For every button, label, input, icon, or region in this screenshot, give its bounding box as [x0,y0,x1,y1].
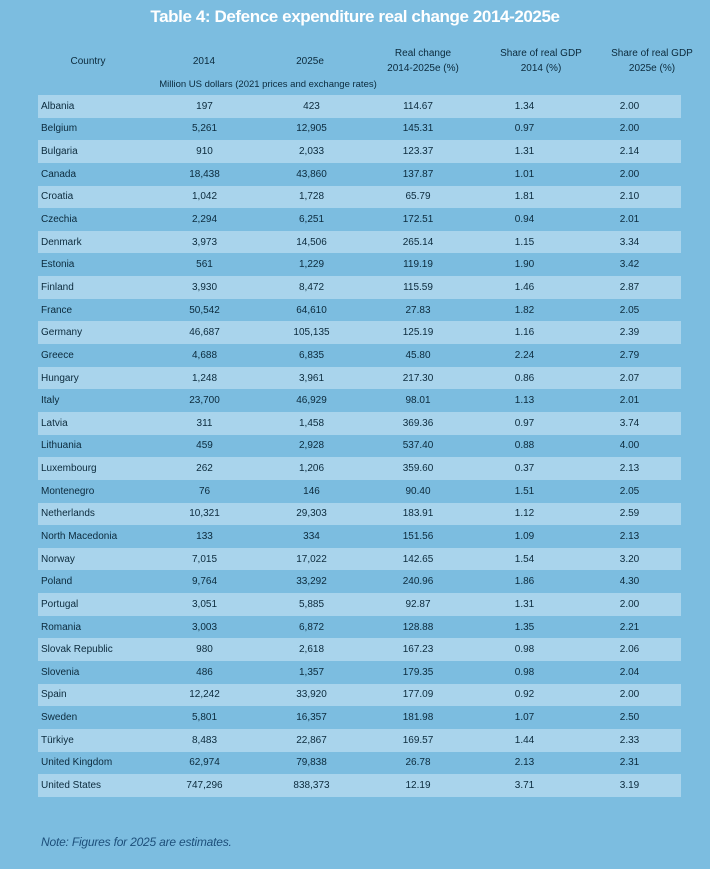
table-row [38,548,681,571]
cell-value-2014: 980 [151,638,258,661]
cell-share-2025: 2.06 [578,638,681,661]
cell-share-2014: 1.51 [471,480,578,503]
cell-share-2025: 2.01 [578,208,681,231]
cell-share-2025: 4.00 [578,435,681,458]
cell-value-2014: 459 [151,435,258,458]
cell-real-change: 265.14 [365,231,471,254]
cell-share-2014: 0.97 [471,118,578,141]
cell-country: Spain [38,684,151,707]
cell-share-2025: 3.42 [578,253,681,276]
cell-share-2025: 2.50 [578,706,681,729]
header-share-2025 [592,46,710,76]
cell-real-change: 145.31 [365,118,471,141]
cell-real-change: 183.91 [365,503,471,526]
header-country: Country [70,56,106,67]
cell-real-change: 179.35 [365,661,471,684]
table-row [38,593,681,616]
cell-value-2025: 29,303 [258,503,365,526]
cell-value-2025: 64,610 [258,299,365,322]
cell-value-2014: 486 [151,661,258,684]
cell-share-2025: 2.04 [578,661,681,684]
data-table [38,95,681,797]
cell-real-change: 12.19 [365,774,471,797]
units-label: Million US dollars (2021 prices and exchange rates) [159,79,377,90]
cell-value-2014: 2,294 [151,208,258,231]
cell-share-2014: 1.12 [471,503,578,526]
cell-share-2014: 1.90 [471,253,578,276]
cell-value-2025: 838,373 [258,774,365,797]
cell-value-2014: 910 [151,140,258,163]
cell-value-2014: 262 [151,457,258,480]
cell-value-2025: 1,728 [258,186,365,209]
cell-share-2014: 1.35 [471,616,578,639]
cell-value-2014: 8,483 [151,729,258,752]
table-row [38,457,681,480]
cell-real-change: 114.67 [365,95,471,118]
cell-country: Romania [38,616,151,639]
cell-share-2025: 2.33 [578,729,681,752]
table-row [38,480,681,503]
cell-real-change: 92.87 [365,593,471,616]
cell-share-2014: 1.81 [471,186,578,209]
table-row [38,706,681,729]
table-row [38,729,681,752]
cell-country: North Macedonia [38,525,151,548]
cell-share-2014: 0.97 [471,412,578,435]
cell-share-2025: 2.13 [578,457,681,480]
cell-share-2025: 3.20 [578,548,681,571]
cell-real-change: 169.57 [365,729,471,752]
cell-value-2025: 5,885 [258,593,365,616]
cell-value-2025: 16,357 [258,706,365,729]
table-row [38,344,681,367]
table-row [38,95,681,118]
cell-value-2014: 3,051 [151,593,258,616]
table-row [38,140,681,163]
table-row [38,616,681,639]
cell-share-2025: 3.34 [578,231,681,254]
cell-share-2025: 2.05 [578,299,681,322]
cell-real-change: 369.36 [365,412,471,435]
cell-country: United States [38,774,151,797]
cell-country: United Kingdom [38,752,151,775]
cell-country: Croatia [38,186,151,209]
cell-value-2025: 33,920 [258,684,365,707]
table-row [38,752,681,775]
cell-share-2014: 1.31 [471,140,578,163]
cell-country: Bulgaria [38,140,151,163]
cell-real-change: 172.51 [365,208,471,231]
cell-value-2014: 5,261 [151,118,258,141]
table-row [38,389,681,412]
footnote: Note: Figures for 2025 are estimates. [41,835,232,849]
cell-share-2014: 1.82 [471,299,578,322]
cell-share-2025: 2.00 [578,118,681,141]
cell-value-2014: 18,438 [151,163,258,186]
cell-value-2025: 14,506 [258,231,365,254]
cell-value-2014: 46,687 [151,321,258,344]
table-row [38,299,681,322]
table-row [38,503,681,526]
cell-country: Lithuania [38,435,151,458]
cell-real-change: 27.83 [365,299,471,322]
cell-value-2014: 3,973 [151,231,258,254]
cell-value-2014: 1,042 [151,186,258,209]
cell-country: Denmark [38,231,151,254]
cell-share-2014: 1.13 [471,389,578,412]
cell-value-2025: 1,357 [258,661,365,684]
cell-value-2014: 561 [151,253,258,276]
cell-value-2014: 197 [151,95,258,118]
cell-share-2025: 2.21 [578,616,681,639]
cell-share-2025: 2.31 [578,752,681,775]
cell-share-2014: 0.86 [471,367,578,390]
cell-value-2025: 6,835 [258,344,365,367]
table-title: Table 4: Defence expenditure real change 2014-2025e [150,7,560,26]
cell-real-change: 359.60 [365,457,471,480]
cell-share-2014: 1.31 [471,593,578,616]
cell-real-change: 217.30 [365,367,471,390]
cell-value-2025: 46,929 [258,389,365,412]
cell-real-change: 151.56 [365,525,471,548]
cell-value-2014: 62,974 [151,752,258,775]
cell-value-2025: 8,472 [258,276,365,299]
cell-share-2025: 2.59 [578,503,681,526]
cell-share-2025: 2.00 [578,684,681,707]
cell-country: Slovak Republic [38,638,151,661]
cell-share-2025: 3.74 [578,412,681,435]
cell-share-2014: 1.07 [471,706,578,729]
table-row [38,774,681,797]
cell-value-2014: 12,242 [151,684,258,707]
cell-value-2014: 747,296 [151,774,258,797]
cell-value-2025: 6,872 [258,616,365,639]
cell-country: Norway [38,548,151,571]
cell-value-2025: 334 [258,525,365,548]
cell-country: Türkiye [38,729,151,752]
cell-country: Luxembourg [38,457,151,480]
cell-value-2025: 6,251 [258,208,365,231]
table-header [38,46,693,94]
table-row [38,367,681,390]
cell-value-2014: 10,321 [151,503,258,526]
cell-share-2014: 1.15 [471,231,578,254]
table-row [38,163,681,186]
cell-value-2014: 133 [151,525,258,548]
cell-value-2025: 3,961 [258,367,365,390]
header-share-2025-line1: Share of real GDP [611,48,693,59]
cell-value-2025: 2,928 [258,435,365,458]
cell-real-change: 177.09 [365,684,471,707]
header-real-change [373,46,473,76]
table-row [38,661,681,684]
cell-country: Slovenia [38,661,151,684]
table-row [38,276,681,299]
header-2014: 2014 [192,56,216,67]
cell-value-2014: 5,801 [151,706,258,729]
cell-value-2025: 17,022 [258,548,365,571]
cell-share-2014: 1.86 [471,570,578,593]
table-row [38,684,681,707]
cell-share-2014: 0.92 [471,684,578,707]
cell-country: Sweden [38,706,151,729]
cell-share-2025: 2.00 [578,593,681,616]
cell-share-2025: 2.39 [578,321,681,344]
cell-value-2014: 3,930 [151,276,258,299]
table-row [38,638,681,661]
cell-country: Albania [38,95,151,118]
header-real-change-line1: Real change [394,48,452,59]
cell-share-2014: 1.16 [471,321,578,344]
cell-real-change: 537.40 [365,435,471,458]
cell-share-2014: 1.54 [471,548,578,571]
cell-share-2025: 2.79 [578,344,681,367]
cell-value-2014: 3,003 [151,616,258,639]
cell-value-2014: 23,700 [151,389,258,412]
cell-country: Montenegro [38,480,151,503]
cell-country: France [38,299,151,322]
cell-share-2025: 3.19 [578,774,681,797]
cell-value-2014: 9,764 [151,570,258,593]
cell-share-2014: 0.94 [471,208,578,231]
cell-value-2025: 2,618 [258,638,365,661]
cell-share-2025: 2.00 [578,163,681,186]
cell-value-2025: 1,458 [258,412,365,435]
cell-country: Latvia [38,412,151,435]
cell-country: Italy [38,389,151,412]
cell-country: Portugal [38,593,151,616]
cell-real-change: 167.23 [365,638,471,661]
table-row [38,186,681,209]
cell-share-2025: 2.00 [578,95,681,118]
cell-value-2014: 7,015 [151,548,258,571]
cell-value-2014: 4,688 [151,344,258,367]
cell-real-change: 123.37 [365,140,471,163]
cell-value-2025: 105,135 [258,321,365,344]
cell-country: Estonia [38,253,151,276]
table-row [38,231,681,254]
header-real-change-line2: 2014-2025e (%) [387,63,459,74]
cell-value-2014: 1,248 [151,367,258,390]
cell-share-2025: 2.07 [578,367,681,390]
cell-share-2025: 2.14 [578,140,681,163]
table-row [38,412,681,435]
cell-share-2014: 1.44 [471,729,578,752]
table-body [38,95,681,797]
cell-share-2014: 1.46 [471,276,578,299]
cell-share-2014: 0.37 [471,457,578,480]
cell-share-2014: 3.71 [471,774,578,797]
cell-real-change: 119.19 [365,253,471,276]
cell-real-change: 26.78 [365,752,471,775]
cell-share-2025: 2.10 [578,186,681,209]
cell-value-2025: 33,292 [258,570,365,593]
cell-country: Germany [38,321,151,344]
cell-country: Finland [38,276,151,299]
cell-value-2014: 311 [151,412,258,435]
cell-share-2025: 2.05 [578,480,681,503]
cell-country: Belgium [38,118,151,141]
cell-value-2025: 1,206 [258,457,365,480]
header-share-2025-line2: 2025e (%) [628,63,676,74]
cell-real-change: 65.79 [365,186,471,209]
cell-country: Greece [38,344,151,367]
cell-share-2014: 0.88 [471,435,578,458]
cell-value-2025: 43,860 [258,163,365,186]
cell-country: Netherlands [38,503,151,526]
cell-country: Hungary [38,367,151,390]
cell-share-2014: 1.09 [471,525,578,548]
cell-real-change: 98.01 [365,389,471,412]
cell-share-2025: 2.13 [578,525,681,548]
header-share-2014-line2: 2014 (%) [520,63,562,74]
cell-value-2014: 50,542 [151,299,258,322]
cell-value-2025: 12,905 [258,118,365,141]
cell-share-2025: 2.87 [578,276,681,299]
cell-share-2014: 0.98 [471,661,578,684]
cell-real-change: 181.98 [365,706,471,729]
cell-value-2025: 1,229 [258,253,365,276]
cell-value-2014: 76 [151,480,258,503]
header-share-2014 [481,46,601,76]
cell-real-change: 240.96 [365,570,471,593]
cell-real-change: 125.19 [365,321,471,344]
cell-share-2025: 2.01 [578,389,681,412]
table-row [38,525,681,548]
cell-share-2014: 1.34 [471,95,578,118]
table-row [38,435,681,458]
cell-country: Czechia [38,208,151,231]
cell-real-change: 137.87 [365,163,471,186]
cell-share-2014: 1.01 [471,163,578,186]
table-row [38,570,681,593]
header-2025: 2025e [296,56,324,67]
table-row [38,253,681,276]
cell-share-2014: 0.98 [471,638,578,661]
table-row [38,321,681,344]
cell-share-2014: 2.24 [471,344,578,367]
cell-value-2025: 22,867 [258,729,365,752]
cell-real-change: 45.80 [365,344,471,367]
cell-share-2025: 4.30 [578,570,681,593]
cell-value-2025: 2,033 [258,140,365,163]
cell-country: Canada [38,163,151,186]
header-share-2014-line1: Share of real GDP [500,48,582,59]
cell-real-change: 142.65 [365,548,471,571]
cell-value-2025: 423 [258,95,365,118]
cell-value-2025: 146 [258,480,365,503]
table-row [38,208,681,231]
cell-real-change: 128.88 [365,616,471,639]
cell-real-change: 90.40 [365,480,471,503]
cell-real-change: 115.59 [365,276,471,299]
cell-share-2014: 2.13 [471,752,578,775]
cell-country: Poland [38,570,151,593]
table-row [38,118,681,141]
cell-value-2025: 79,838 [258,752,365,775]
